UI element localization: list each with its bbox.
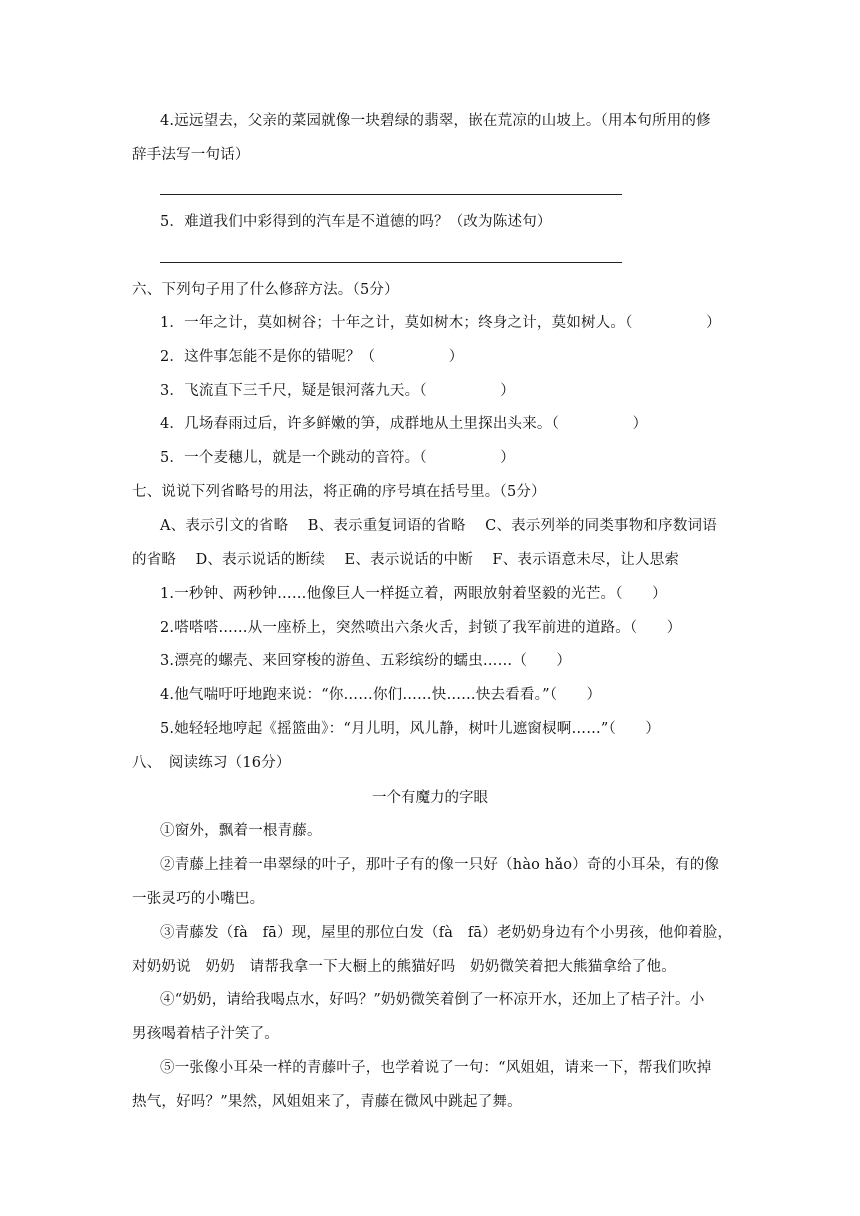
section-7-options-line1: A、表示引文的省略 B、表示重复词语的省略 C、表示列举的同类事物和序数词语: [160, 518, 717, 534]
section-7-item-3: 3.漂亮的螺壳、来回穿梭的游鱼、五彩缤纷的蠕虫……（ ）: [160, 653, 572, 669]
section-7-item-2: 2.嗒嗒嗒……从一座桥上，突然喷出六条火舌，封锁了我军前进的道路。（ ）: [160, 620, 682, 636]
reading-paragraph-4-line1: ④“奶奶，请给我喝点水，好吗？”奶奶微笑着倒了一杯凉开水，还加上了桔子汁。小: [160, 992, 705, 1008]
section-6-item-2: 2．这件事怎能不是你的错呢？（ ）: [160, 349, 464, 365]
section-7-options-line2: 的省略 D、表示说话的断续 E、表示说话的中断 F、表示语意未尽，让人思索: [132, 552, 680, 568]
reading-paragraph-3-line1: ③青藤发（fà fā）现，屋里的那位白发（fà fā）老奶奶身边有个小男孩，他仰着脸，: [160, 925, 733, 941]
section-8-heading: 八、 阅读练习（16分）: [132, 755, 291, 771]
reading-paragraph-2-line2: 一张灵巧的小嘴巴。: [132, 891, 265, 907]
answer-line-5-5[interactable]: [160, 262, 622, 263]
reading-paragraph-5-line2: 热气，好吗？”果然，风姐姐来了，青藤在微风中跳起了舞。: [132, 1094, 522, 1110]
section-6-item-4: 4．几场春雨过后，许多鲜嫩的笋，成群地从土里探出头来。（ ）: [160, 416, 648, 432]
section-7-item-4: 4.他气喘吁吁地跑来说：“你……你们……快……快去看看。”（ ）: [160, 687, 602, 703]
reading-paragraph-2-line1: ②青藤上挂着一串翠绿的叶子，那叶子有的像一只好（hào hǎo）奇的小耳朵，有的像: [160, 857, 720, 873]
question-5-5: 5．难道我们中彩得到的汽车是不道德的吗？（改为陈述句）: [160, 214, 552, 230]
answer-line-5-4[interactable]: [160, 194, 622, 195]
section-7-item-5: 5.她轻轻地哼起《摇篮曲》：“月儿明，风儿静，树叶儿遮窗棂啊……”（ ）: [160, 721, 661, 737]
reading-paragraph-5-line1: ⑤一张像小耳朵一样的青藤叶子，也学着说了一句：“风姐姐，请来一下，帮我们吹掉: [160, 1060, 712, 1076]
section-6-heading: 六、下列句子用了什么修辞方法。（5分）: [132, 282, 399, 298]
reading-paragraph-1: ①窗外，飘着一根青藤。: [160, 823, 322, 839]
section-7-heading: 七、说说下列省略号的用法，将正确的序号填在括号里。（5分）: [132, 484, 546, 500]
section-6-item-1: 1．一年之计，莫如树谷；十年之计，莫如树木；终身之计，莫如树人。（ ）: [160, 315, 721, 331]
question-5-4-line2: 辞手法写一句话）: [132, 147, 250, 163]
reading-paragraph-4-line2: 男孩喝着桔子汁笑了。: [132, 1026, 279, 1042]
reading-paragraph-3-line2: 对奶奶说 奶奶 请帮我拿一下大橱上的熊猫好吗 奶奶微笑着把大熊猫拿给了他。: [132, 959, 676, 975]
reading-title: 一个有魔力的字眼: [372, 790, 488, 806]
section-6-item-5: 5．一个麦穗儿，就是一个跳动的音符。（ ）: [160, 450, 515, 466]
section-6-item-3: 3．飞流直下三千尺，疑是银河落九天。（ ）: [160, 383, 515, 399]
section-7-item-1: 1.一秒钟、两秒钟……他像巨人一样挺立着，两眼放射着坚毅的光芒。（ ）: [160, 586, 667, 602]
question-5-4-line1: 4.远远望去，父亲的菜园就像一块碧绿的翡翠，嵌在荒凉的山坡上。（用本句所用的修: [160, 113, 711, 129]
